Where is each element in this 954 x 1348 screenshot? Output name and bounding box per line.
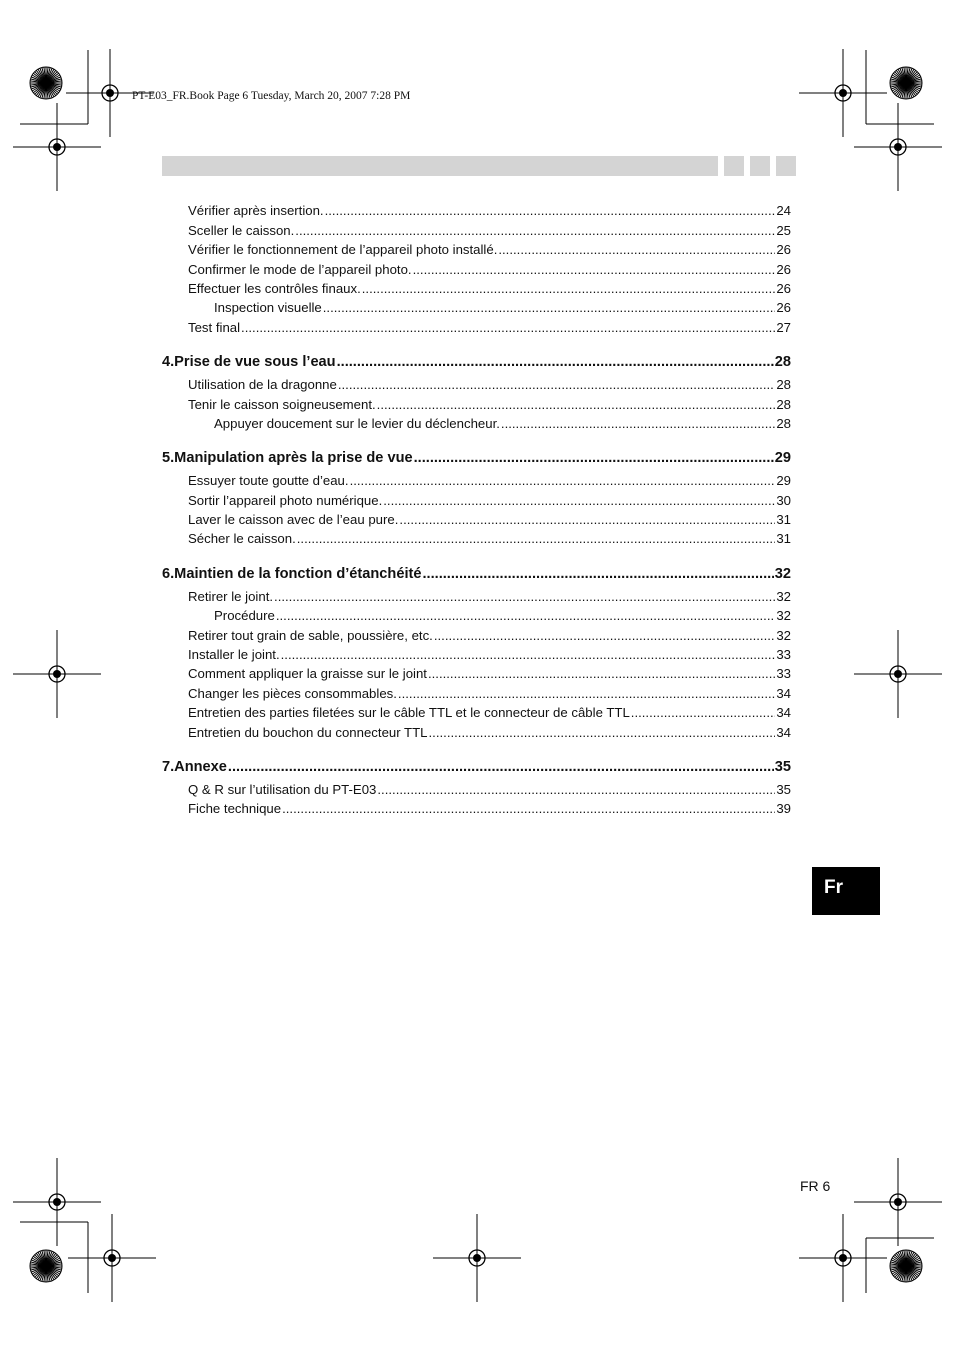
toc-entry-title: Fiche technique <box>188 801 282 816</box>
toc-entry-page: 34 <box>776 725 791 740</box>
toc-entry-page: 33 <box>776 647 791 662</box>
toc-entry-page: 29 <box>774 450 791 466</box>
toc-entry-title: Appuyer doucement sur le levier du déclencheur. <box>214 416 500 431</box>
toc-entry-page: 26 <box>776 262 791 277</box>
toc-entry-title: Retirer le joint. <box>188 589 274 604</box>
toc-entry-page: 27 <box>776 320 791 335</box>
toc-entry-page: 26 <box>776 281 791 296</box>
toc-entry-page: 32 <box>776 608 791 623</box>
toc-entry-page: 32 <box>776 589 791 604</box>
toc-entry-title: Vérifier le fonctionnement de l’appareil photo installé. <box>188 242 498 257</box>
toc-entry-page: 34 <box>776 705 791 720</box>
registration-target-dot <box>839 1254 847 1262</box>
toc-entry-title: 7.Annexe <box>162 759 227 775</box>
toc-entry-title: Test final <box>188 320 241 335</box>
toc-entry-title: Tenir le caisson soigneusement. <box>188 397 376 412</box>
toc-entry-title: 6.Maintien de la fonction d’étanchéité <box>162 566 422 582</box>
language-tab: Fr <box>812 867 880 915</box>
registration-target-dot <box>839 89 847 97</box>
toc-entry-title: Changer les pièces consommables. <box>188 686 397 701</box>
registration-target-dot <box>473 1254 481 1262</box>
registration-target-dot <box>53 143 61 151</box>
toc-entry-page: 28 <box>774 354 791 370</box>
toc-entry-title: Utilisation de la dragonne <box>188 377 337 392</box>
toc-entry-page: 33 <box>776 666 791 681</box>
toc-entry-title: Comment appliquer la graisse sur le joint <box>188 666 427 681</box>
toc-entry-title: Entretien des parties filetées sur le câble TTL et le connecteur de câble TTL <box>188 705 630 720</box>
toc-entry-page: 39 <box>776 801 791 816</box>
starburst-center <box>42 79 50 87</box>
registration-target-dot <box>894 670 902 678</box>
registration-target-dot <box>106 89 114 97</box>
toc-entry-page: 28 <box>776 416 791 431</box>
starburst-center <box>902 79 910 87</box>
toc-entry-title: Essuyer toute goutte d’eau. <box>188 473 349 488</box>
toc-entry-title: Q & R sur l’utilisation du PT-E03 <box>188 782 377 797</box>
starburst-center <box>902 1262 910 1270</box>
toc-entry-page: 28 <box>776 377 791 392</box>
toc-entry-title: Vérifier après insertion. <box>188 203 324 218</box>
toc-entry-page: 35 <box>776 782 791 797</box>
toc-entry-title: Procédure <box>214 608 275 623</box>
starburst-center <box>42 1262 50 1270</box>
toc-entry-title: 5.Manipulation après la prise de vue <box>162 450 413 466</box>
toc-entry-title: Installer le joint. <box>188 647 280 662</box>
toc-entry-page: 31 <box>776 531 791 546</box>
toc-entry-page: 24 <box>776 203 791 218</box>
registration-target-dot <box>53 1198 61 1206</box>
toc-entry-title: Sceller le caisson. <box>188 223 295 238</box>
print-header: PT-E03_FR.Book Page 6 Tuesday, March 20, 2007 7:28 PM <box>132 90 411 102</box>
page-number: FR 6 <box>800 1178 831 1194</box>
toc-entry-page: 26 <box>776 242 791 257</box>
registration-target-dot <box>53 670 61 678</box>
toc-entry-title: Laver le caisson avec de l’eau pure. <box>188 512 399 527</box>
toc-entry-title: 4.Prise de vue sous l’eau <box>162 354 336 370</box>
toc-entry-title: Effectuer les contrôles finaux. <box>188 281 361 296</box>
registration-target-dot <box>894 143 902 151</box>
toc-entry-page: 30 <box>776 493 791 508</box>
toc-entry-page: 35 <box>774 759 791 775</box>
toc-entry-page: 34 <box>776 686 791 701</box>
toc-entry-title: Sortir l’appareil photo numérique. <box>188 493 383 508</box>
toc-entry-page: 28 <box>776 397 791 412</box>
registration-target-dot <box>894 1198 902 1206</box>
toc-entry-title: Confirmer le mode de l’appareil photo. <box>188 262 412 277</box>
toc-entry-title: Entretien du bouchon du connecteur TTL <box>188 725 428 740</box>
toc-entry-title: Sécher le caisson. <box>188 531 296 546</box>
toc-entry-page: 26 <box>776 300 791 315</box>
toc-entry-title: Inspection visuelle <box>214 300 322 315</box>
toc-entry-page: 25 <box>776 223 791 238</box>
toc-entry-page: 31 <box>776 512 791 527</box>
toc-entry-page: 32 <box>776 628 791 643</box>
toc-entry-page: 29 <box>776 473 791 488</box>
registration-target-dot <box>108 1254 116 1262</box>
toc-entry-title: Retirer tout grain de sable, poussière, etc. <box>188 628 433 643</box>
toc-entry-page: 32 <box>774 566 791 582</box>
